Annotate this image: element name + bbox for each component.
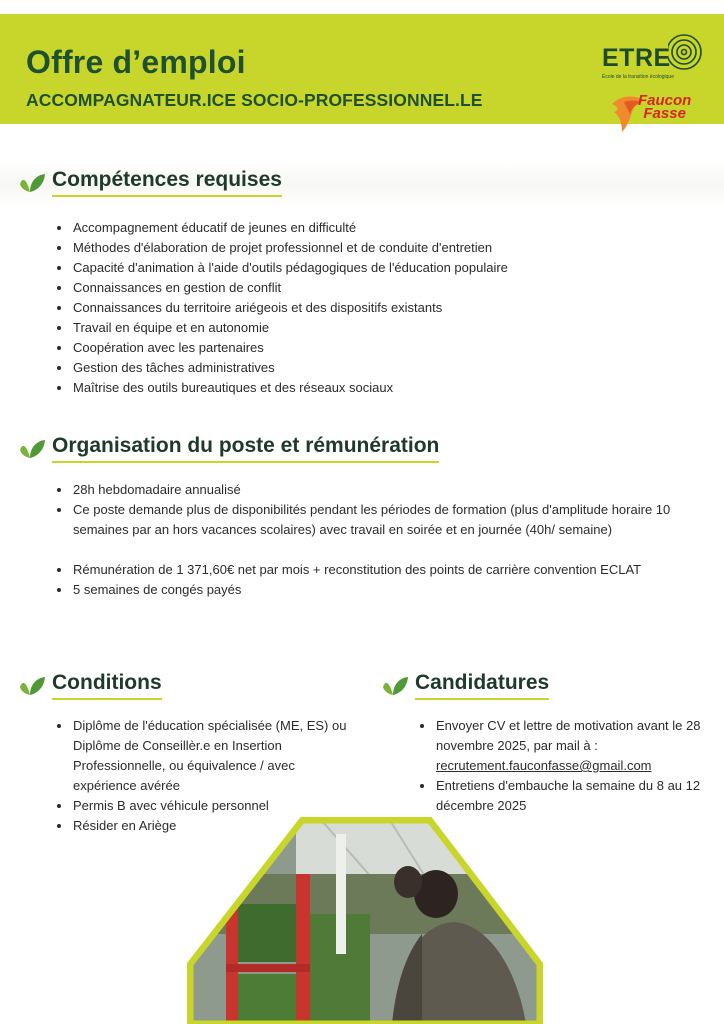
leaf-icon: [18, 438, 46, 460]
etre-logo: [600, 30, 708, 82]
list-item: 28h hebdomadaire annualisé: [54, 480, 674, 500]
list-item: Rémunération de 1 371,60€ net par mois + reconstitution des points de carrière convention ECLAT: [54, 560, 674, 580]
candidatures-header: [381, 671, 549, 700]
list-item: Connaissances en gestion de conflit: [54, 278, 694, 298]
application-instructions: Envoyer CV et lettre de motivation avant le 28 novembre 2025, par mail à :: [436, 718, 701, 753]
list-item: Ce poste demande plus de disponibilités pendant les périodes de formation (plus d'amplitude horaire 10 semaines par an hors vacances scolaires) avec travail en soirée et en journée (40h/ semaine): [54, 500, 674, 540]
etre-logo-name: ETRE: [602, 44, 671, 72]
header-banner: [0, 14, 724, 124]
list-item: Connaissances du territoire ariégeois et des dispositifs existants: [54, 298, 694, 318]
list-item: Coopération avec les partenaires: [54, 338, 694, 358]
organisation-list: [54, 480, 674, 600]
list-item: Diplôme de l'éducation spécialisée (ME, ES) ou Diplôme de Conseillèr.e en Insertion Professionnelle, ou équivalence / avec expérience avérée: [54, 716, 354, 796]
leaf-icon: [18, 675, 46, 697]
list-item: Permis B avec véhicule personnel: [54, 796, 354, 816]
list-item: 5 semaines de congés payés: [54, 580, 674, 600]
organisation-title: Organisation du poste et rémunération: [52, 434, 439, 463]
leaf-icon: [381, 675, 409, 697]
list-item: [417, 716, 702, 776]
faucon-fasse-logo: [610, 88, 690, 136]
competences-title: Compétences requises: [52, 168, 282, 197]
list-item: Résider en Ariège: [54, 816, 354, 836]
list-spacer: [54, 540, 674, 560]
competences-list: [54, 218, 694, 398]
page-title: Offre d’emploi: [26, 44, 246, 80]
candidatures-title: Candidatures: [415, 671, 549, 700]
list-item: Maîtrise des outils bureautiques et des réseaux sociaux: [54, 378, 694, 398]
list-item: Gestion des tâches administratives: [54, 358, 694, 378]
leaf-icon: [18, 172, 46, 194]
list-item: Capacité d'animation à l'aide d'outils pédagogiques de l'éducation populaire: [54, 258, 694, 278]
greenhouse-photo: [186, 814, 544, 1024]
conditions-header: [18, 671, 162, 700]
competences-header: [18, 168, 282, 197]
conditions-title: Conditions: [52, 671, 162, 700]
list-item: Méthodes d'élaboration de projet professionnel et de conduite d'entretien: [54, 238, 694, 258]
list-item: Travail en équipe et en autonomie: [54, 318, 694, 338]
candidatures-list: [417, 716, 702, 816]
etre-logo-tagline: École de la transition écologique: [602, 74, 674, 80]
list-item: Entretiens d'embauche la semaine du 8 au 12 décembre 2025: [417, 776, 702, 816]
organisation-header: [18, 434, 439, 463]
job-title: ACCOMPAGNATEUR.ICE SOCIO-PROFESSIONNEL.LE: [26, 90, 483, 110]
email-link[interactable]: recrutement.fauconfasse@gmail.com: [436, 758, 652, 773]
tree-rings-icon: [668, 30, 706, 76]
list-item: Accompagnement éducatif de jeunes en difficulté: [54, 218, 694, 238]
faucon-logo-text: Faucon Fasse: [638, 92, 692, 122]
